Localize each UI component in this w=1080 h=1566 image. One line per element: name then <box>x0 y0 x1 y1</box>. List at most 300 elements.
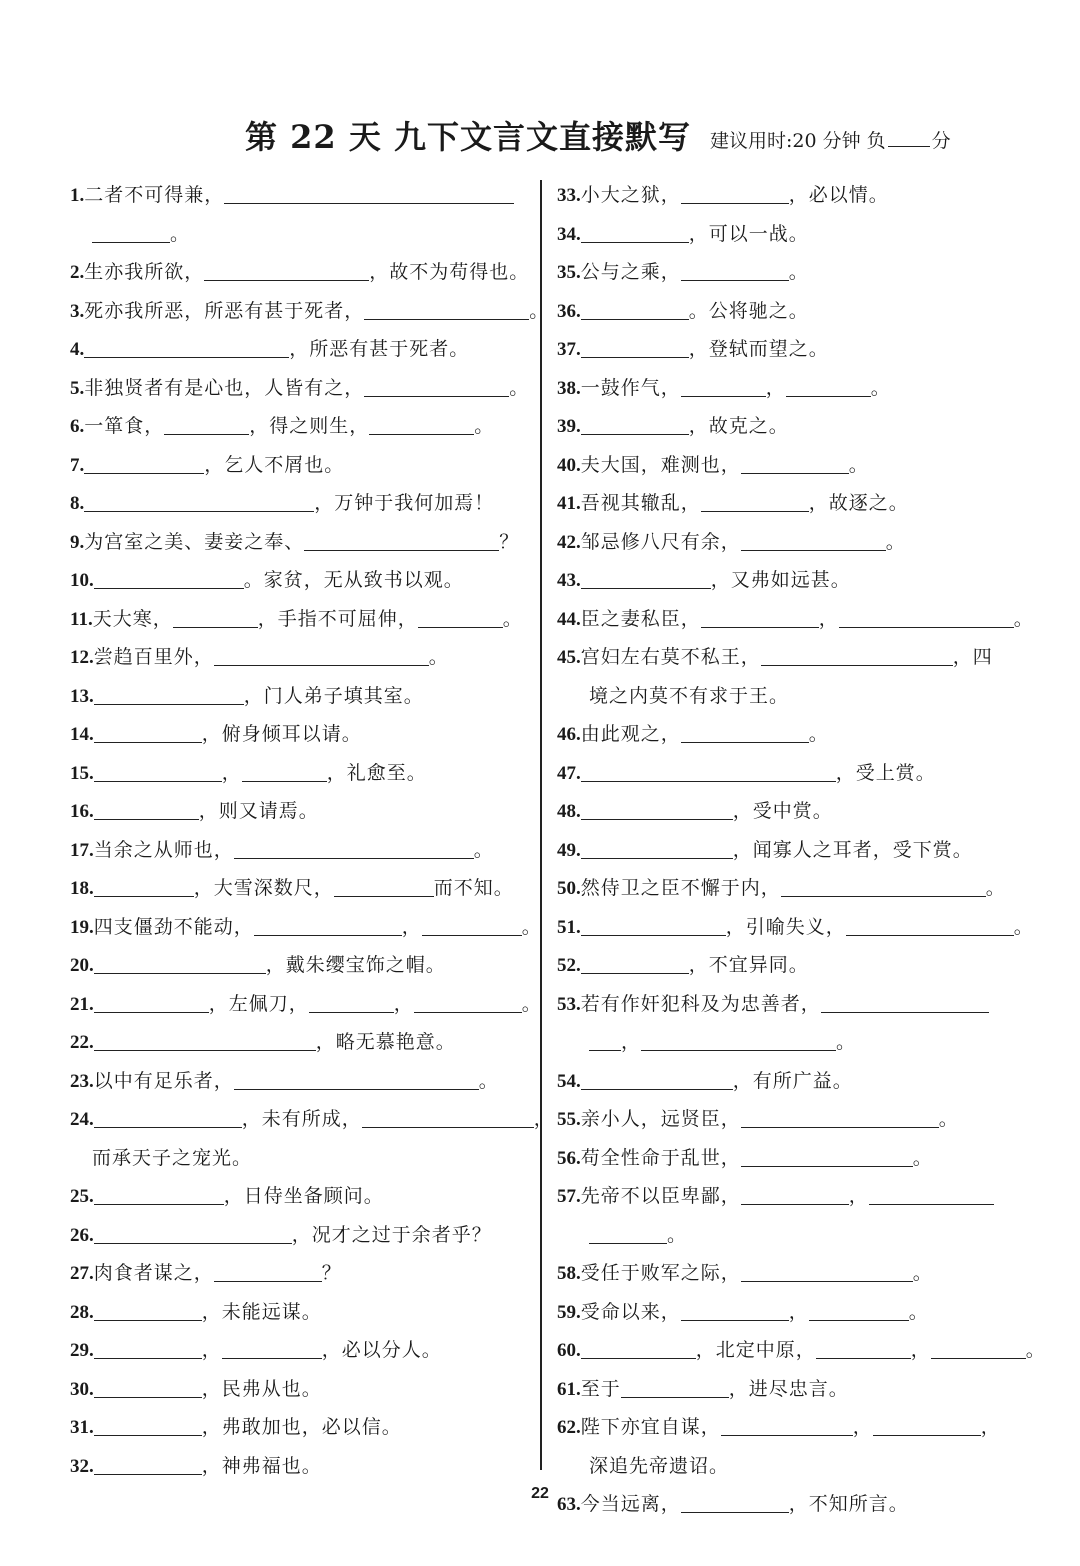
question-text: 。 <box>938 1108 959 1130</box>
question-number: 6. <box>70 416 85 437</box>
question-number: 51. <box>557 916 581 938</box>
question-text: 。家贫，无从致书以观。 <box>243 569 464 591</box>
answer-blank[interactable] <box>681 716 809 743</box>
answer-blank[interactable] <box>781 870 986 897</box>
answer-blank[interactable] <box>816 1332 911 1359</box>
question-number: 39. <box>557 416 581 437</box>
question-item <box>70 369 530 408</box>
question-item <box>70 1447 530 1486</box>
question-text: 然侍卫之臣不懈于内， <box>580 877 781 899</box>
answer-blank[interactable] <box>873 1409 981 1436</box>
answer-blank[interactable] <box>369 408 474 435</box>
answer-blank[interactable] <box>94 947 266 974</box>
answer-blank[interactable] <box>234 1063 479 1090</box>
question-text: 。 <box>885 530 906 553</box>
question-number: 43. <box>557 570 581 591</box>
question-text: ，受中赏。 <box>732 800 833 822</box>
answer-blank[interactable] <box>741 1140 913 1167</box>
question-continuation <box>557 1216 1027 1255</box>
question-item <box>557 561 1027 600</box>
question-text: 一箪食， <box>84 415 165 437</box>
question-item <box>557 407 1027 446</box>
question-text: 而不知。 <box>433 877 514 899</box>
answer-blank[interactable] <box>94 1024 316 1051</box>
answer-blank[interactable] <box>309 986 394 1013</box>
question-text: ，故逐之。 <box>808 492 909 514</box>
question-text: 。公将驰之。 <box>688 299 809 322</box>
answer-blank[interactable] <box>581 832 733 859</box>
answer-blank[interactable] <box>84 447 204 474</box>
answer-blank[interactable] <box>94 1101 242 1128</box>
question-item <box>70 715 530 754</box>
question-text: 邹忌修八尺有余， <box>580 530 741 553</box>
question-item <box>70 754 530 793</box>
answer-blank[interactable] <box>589 1024 621 1051</box>
question-item <box>70 985 542 1024</box>
answer-blank[interactable] <box>581 793 733 820</box>
question-number: 54. <box>557 1070 581 1092</box>
question-continuation <box>557 677 1027 716</box>
answer-blank[interactable] <box>94 870 194 897</box>
question-number: 61. <box>557 1378 581 1400</box>
question-number: 58. <box>557 1263 581 1284</box>
answer-blank[interactable] <box>94 716 202 743</box>
question-number: 12. <box>70 647 94 668</box>
question-number: 23. <box>70 1070 94 1092</box>
question-number: 45. <box>557 647 581 668</box>
question-text: 今当远离， <box>580 1493 681 1515</box>
question-text: 。 <box>1013 607 1034 630</box>
question-text: 。 <box>908 1300 929 1323</box>
question-item <box>70 1062 530 1101</box>
answer-blank[interactable] <box>581 331 689 358</box>
answer-blank[interactable] <box>931 1332 1026 1359</box>
question-text: 臣之妻私臣， <box>580 607 701 630</box>
question-text: 。 <box>521 992 542 1015</box>
question-item <box>557 715 1027 754</box>
answer-blank[interactable] <box>94 1448 202 1475</box>
question-text: 受任于败军之际， <box>580 1262 741 1284</box>
question-text: ，又弗如远甚。 <box>710 569 851 591</box>
question-number: 27. <box>70 1263 94 1284</box>
question-item <box>557 1293 1027 1332</box>
question-number: 29. <box>70 1340 94 1361</box>
page-number: 22 <box>531 1485 549 1502</box>
answer-blank[interactable] <box>224 177 514 204</box>
question-item <box>70 792 530 831</box>
question-text: 以中有足乐者， <box>93 1069 234 1092</box>
answer-blank[interactable] <box>94 755 222 782</box>
question-text: ，礼愈至。 <box>326 761 427 784</box>
question-text: ，闻寡人之耳者，受下赏。 <box>732 838 973 861</box>
question-text: ，受上赏。 <box>835 761 936 784</box>
answer-blank[interactable] <box>254 909 402 936</box>
question-item <box>557 946 1027 985</box>
answer-blank[interactable] <box>94 1332 202 1359</box>
question-number: 26. <box>70 1224 94 1246</box>
answer-blank[interactable] <box>94 1294 202 1321</box>
question-text: ， <box>401 915 422 938</box>
answer-blank[interactable] <box>809 1294 909 1321</box>
question-number: 2. <box>70 262 85 283</box>
answer-blank[interactable] <box>846 909 1014 936</box>
question-number: 46. <box>557 724 581 745</box>
question-text: ，民弗从也。 <box>201 1377 322 1400</box>
question-item <box>557 1062 1027 1101</box>
question-text: ，可以一战。 <box>688 222 809 245</box>
question-item <box>557 1139 1027 1178</box>
question-text: ， <box>221 761 242 784</box>
answer-blank[interactable] <box>581 947 689 974</box>
answer-blank[interactable] <box>581 293 689 320</box>
question-number: 1. <box>70 185 85 206</box>
answer-blank[interactable] <box>94 1371 202 1398</box>
question-text: 死亦我所恶，所恶有甚于死者， <box>84 299 365 322</box>
question-text: ，必以情。 <box>788 184 889 206</box>
question-text: 。 <box>912 1146 933 1169</box>
question-text: 由此观之， <box>580 723 681 745</box>
question-text: 而承天子之宠光。 <box>92 1146 253 1169</box>
answer-blank[interactable] <box>94 1178 224 1205</box>
question-continuation <box>557 1447 1027 1486</box>
question-text: ，得之则生， <box>249 415 370 437</box>
question-text: ，不宜异同。 <box>688 954 809 976</box>
question-text: 。 <box>870 376 891 399</box>
answer-blank[interactable] <box>681 1294 789 1321</box>
answer-blank[interactable] <box>701 485 809 512</box>
answer-blank[interactable] <box>761 639 953 666</box>
question-number: 53. <box>557 993 581 1015</box>
question-text: ？ <box>499 530 520 553</box>
question-item <box>557 985 1027 1024</box>
question-item <box>70 1370 530 1409</box>
question-item <box>557 792 1027 831</box>
question-text: 。 <box>912 1262 933 1284</box>
question-text: 生亦我所欲， <box>84 261 205 283</box>
answer-blank[interactable] <box>94 1409 202 1436</box>
question-text: 深追先帝遗诏。 <box>589 1454 730 1477</box>
question-text: 至于 <box>580 1377 621 1400</box>
question-text: ，未能远谋。 <box>201 1300 322 1323</box>
question-continuation <box>70 215 530 254</box>
question-number: 56. <box>557 1147 581 1169</box>
question-number: 8. <box>70 493 85 514</box>
question-item <box>70 1216 530 1255</box>
question-number: 47. <box>557 762 581 784</box>
question-text: 。 <box>1013 915 1034 938</box>
question-text: 陛下亦宜自谋， <box>580 1416 721 1438</box>
question-number: 48. <box>557 801 581 822</box>
question-text: 。 <box>428 646 449 668</box>
question-item <box>557 484 1027 523</box>
answer-blank[interactable] <box>839 601 1014 628</box>
question-text: 公与之乘， <box>580 261 681 283</box>
question-text: ，左佩刀， <box>208 992 309 1015</box>
question-item <box>557 1408 1027 1447</box>
answer-blank[interactable] <box>581 755 836 782</box>
answer-blank[interactable] <box>581 909 726 936</box>
question-number: 63. <box>557 1494 581 1515</box>
question-text: ，故不为苟得也。 <box>369 261 530 283</box>
question-text: ， <box>852 1416 873 1438</box>
question-item <box>70 1331 530 1370</box>
question-continuation <box>70 1139 530 1178</box>
question-text: 。 <box>985 877 1006 899</box>
question-item <box>557 215 1027 254</box>
answer-blank[interactable] <box>164 408 249 435</box>
question-text: 当余之从师也， <box>93 838 234 861</box>
answer-blank[interactable] <box>84 485 314 512</box>
question-item <box>557 1100 1027 1139</box>
question-text: 。 <box>808 723 829 745</box>
question-number: 13. <box>70 685 94 707</box>
question-text: ，戴朱缨宝饰之帽。 <box>265 954 446 976</box>
answer-blank[interactable] <box>869 1178 994 1205</box>
question-item <box>70 292 550 331</box>
question-text: 苟全性命于乱世， <box>580 1146 741 1169</box>
answer-blank[interactable] <box>581 1332 696 1359</box>
question-text: 尝趋百里外， <box>93 646 214 668</box>
answer-blank[interactable] <box>741 1178 849 1205</box>
question-text: ，日侍坐备顾问。 <box>223 1185 384 1207</box>
question-number: 50. <box>557 878 581 899</box>
answer-blank[interactable] <box>681 177 789 204</box>
answer-blank[interactable] <box>92 216 170 243</box>
answer-blank[interactable] <box>242 755 327 782</box>
time-note: 建议用时:20 分钟 负 <box>710 130 886 152</box>
answer-blank[interactable] <box>173 601 258 628</box>
question-text: ，手指不可屈伸， <box>257 607 418 630</box>
question-text: ， <box>393 992 414 1015</box>
question-number: 37. <box>557 339 581 360</box>
answer-blank[interactable] <box>581 562 711 589</box>
answer-blank[interactable] <box>304 524 499 551</box>
answer-blank[interactable] <box>418 601 503 628</box>
answer-blank[interactable] <box>214 639 429 666</box>
question-text: 宫妇左右莫不私王， <box>580 646 761 668</box>
question-text: ， <box>765 376 786 399</box>
question-item <box>70 1100 554 1139</box>
question-text: ，不知所言。 <box>788 1493 909 1515</box>
question-text: 。 <box>1025 1339 1046 1361</box>
question-number: 33. <box>557 185 581 206</box>
question-number: 36. <box>557 300 581 322</box>
question-item <box>557 1370 1027 1409</box>
answer-blank[interactable] <box>681 254 789 281</box>
answer-blank[interactable] <box>94 986 209 1013</box>
question-number: 9. <box>70 531 85 553</box>
answer-blank[interactable] <box>581 408 689 435</box>
question-number: 60. <box>557 1340 581 1361</box>
question-number: 28. <box>70 1301 94 1323</box>
question-text: 。 <box>502 607 523 630</box>
question-item <box>557 330 1027 369</box>
answer-blank[interactable] <box>741 447 849 474</box>
question-number: 15. <box>70 762 94 784</box>
question-number: 19. <box>70 916 94 938</box>
question-text: 受命以来， <box>580 1300 681 1323</box>
question-item <box>70 677 530 716</box>
question-text: ， <box>980 1416 1001 1438</box>
answer-blank[interactable] <box>741 1255 913 1282</box>
question-item <box>70 561 530 600</box>
question-text: ？ <box>321 1262 342 1284</box>
answer-blank[interactable] <box>821 986 989 1013</box>
score-unit: 分 <box>931 130 951 152</box>
question-item <box>557 176 1027 215</box>
question-text: ， <box>910 1339 931 1361</box>
right-column <box>557 176 1046 1524</box>
answer-blank[interactable] <box>641 1024 836 1051</box>
answer-blank[interactable] <box>204 254 369 281</box>
answer-blank[interactable] <box>94 678 244 705</box>
answer-blank[interactable] <box>364 293 529 320</box>
question-item <box>557 1331 1046 1370</box>
score-blank[interactable] <box>888 130 930 147</box>
question-number: 35. <box>557 262 581 283</box>
answer-blank[interactable] <box>94 562 244 589</box>
answer-blank[interactable] <box>589 1217 667 1244</box>
answer-blank[interactable] <box>581 1063 733 1090</box>
question-text: 小大之狱， <box>580 184 681 206</box>
answer-blank[interactable] <box>234 832 474 859</box>
question-text: ， <box>621 1031 642 1053</box>
answer-blank[interactable] <box>681 370 766 397</box>
question-item <box>557 908 1034 947</box>
question-item <box>557 831 1027 870</box>
question-number: 44. <box>557 608 581 630</box>
answer-blank[interactable] <box>422 909 522 936</box>
question-text: ，乞人不屑也。 <box>204 453 345 476</box>
question-text: ，未有所成， <box>241 1108 362 1130</box>
question-text: 先帝不以臣卑鄙， <box>580 1185 741 1207</box>
question-number: 14. <box>70 724 94 745</box>
question-text: 。 <box>473 838 494 861</box>
answer-blank[interactable] <box>741 524 886 551</box>
question-text: ，大雪深数尺， <box>193 877 334 899</box>
time-score-note <box>710 126 951 153</box>
question-number: 21. <box>70 993 94 1015</box>
question-text: ，则又请焉。 <box>198 800 319 822</box>
answer-blank[interactable] <box>222 1332 322 1359</box>
question-item <box>557 523 1027 562</box>
question-text: ， <box>818 607 839 630</box>
question-item <box>70 869 530 908</box>
answer-blank[interactable] <box>721 1409 853 1436</box>
answer-blank[interactable] <box>621 1371 729 1398</box>
answer-blank[interactable] <box>701 601 819 628</box>
question-text: 为宫室之美、妻妾之奉、 <box>84 530 305 553</box>
question-text: ，北定中原， <box>695 1339 816 1361</box>
question-text: 一鼓作气， <box>580 376 681 399</box>
question-item <box>557 1254 1027 1293</box>
answer-blank[interactable] <box>94 793 199 820</box>
question-item <box>70 330 530 369</box>
answer-blank[interactable] <box>581 216 689 243</box>
question-text: 。 <box>788 261 809 283</box>
question-text: ，必以分人。 <box>321 1339 442 1361</box>
question-item <box>557 754 1027 793</box>
question-text: ，况才之过于余者乎？ <box>291 1223 492 1246</box>
question-item <box>70 1293 530 1332</box>
question-number: 57. <box>557 1186 581 1207</box>
question-text: ，进尽忠言。 <box>728 1377 849 1400</box>
answer-blank[interactable] <box>364 370 509 397</box>
question-text: 境之内莫不有求于王。 <box>589 684 790 707</box>
question-number: 11. <box>70 608 93 630</box>
column-divider <box>540 180 542 1470</box>
question-number: 20. <box>70 955 94 976</box>
question-text: 。 <box>667 1223 688 1246</box>
answer-blank[interactable] <box>741 1101 939 1128</box>
question-number: 16. <box>70 801 94 822</box>
question-text: 。 <box>474 415 495 437</box>
question-item <box>70 946 530 985</box>
question-number: 7. <box>70 454 85 476</box>
question-item <box>70 446 530 485</box>
question-text: 四支僵劲不能动， <box>93 915 254 938</box>
question-number: 3. <box>70 300 85 322</box>
question-text: ， <box>848 1185 869 1207</box>
question-text: 吾视其辙乱， <box>580 492 701 514</box>
question-text: 。 <box>521 915 542 938</box>
question-item <box>557 292 1027 331</box>
question-text: 亲小人，远贤臣， <box>580 1108 741 1130</box>
question-text: 肉食者谋之， <box>93 1262 214 1284</box>
answer-blank[interactable] <box>94 1217 292 1244</box>
question-number: 30. <box>70 1378 94 1400</box>
question-text: 非独贤者有是心也，人皆有之， <box>84 376 365 399</box>
question-text: ，故克之。 <box>688 415 789 437</box>
question-number: 31. <box>70 1417 94 1438</box>
question-text: 夫大国，难测也， <box>580 453 741 476</box>
question-item <box>557 638 1027 677</box>
answer-blank[interactable] <box>414 986 522 1013</box>
question-text: 。 <box>836 1031 857 1053</box>
question-text: ，略无慕艳意。 <box>315 1031 456 1053</box>
question-item <box>70 176 530 215</box>
page-title: 第 22 天 九下文言文直接默写 <box>245 118 691 156</box>
question-item <box>557 1177 1027 1216</box>
question-text: 。 <box>529 299 550 322</box>
question-number: 49. <box>557 839 581 861</box>
question-number: 34. <box>557 223 581 245</box>
question-text: ，引喻失义， <box>725 915 846 938</box>
question-number: 59. <box>557 1301 581 1323</box>
question-number: 17. <box>70 839 94 861</box>
question-text: ，门人弟子填其室。 <box>243 684 424 707</box>
question-number: 5. <box>70 377 85 399</box>
question-number: 62. <box>557 1417 581 1438</box>
answer-blank[interactable] <box>786 370 871 397</box>
answer-blank[interactable] <box>214 1255 322 1282</box>
page-header <box>0 112 1080 162</box>
answer-blank[interactable] <box>84 331 289 358</box>
question-number: 18. <box>70 878 94 899</box>
question-text: 二者不可得兼， <box>84 184 225 206</box>
question-text: ， <box>201 1339 222 1361</box>
question-text: ，神弗福也。 <box>201 1454 322 1477</box>
question-item <box>557 253 1027 292</box>
question-number: 25. <box>70 1186 94 1207</box>
question-text: 天大寒， <box>92 607 173 630</box>
question-item <box>70 1408 530 1447</box>
question-text: ，四 <box>952 646 993 668</box>
answer-blank[interactable] <box>334 870 434 897</box>
question-text: 。 <box>509 376 530 399</box>
answer-blank[interactable] <box>362 1101 534 1128</box>
question-item <box>70 908 542 947</box>
